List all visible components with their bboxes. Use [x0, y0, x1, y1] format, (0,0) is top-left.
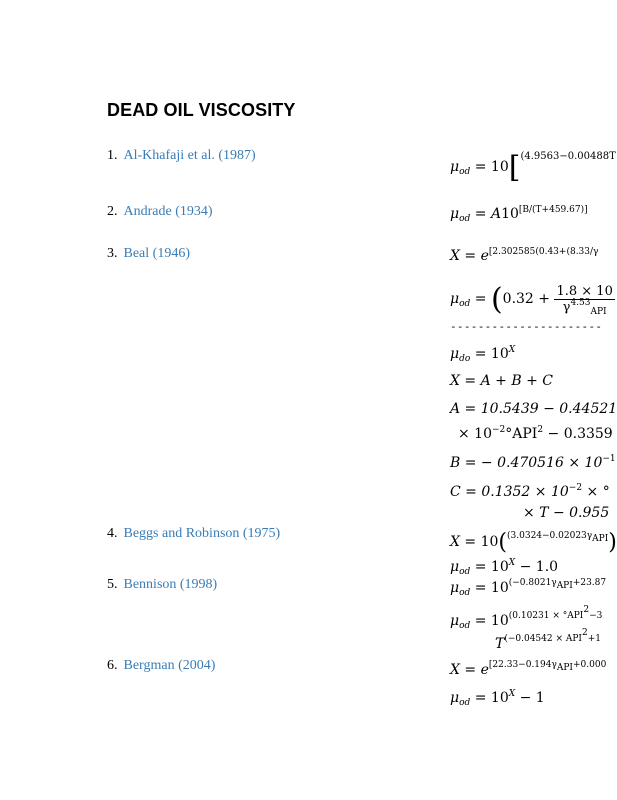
reference-link-al-khafaji[interactable]: Al-Khafaji et al. (1987)	[123, 148, 256, 163]
equation-bennison-2: $\mu_{od} = 10^{(0.10231 \times ^\circ API^2-3}$	[450, 605, 603, 631]
equation-andrade: $\mu_{od} = A10[B/(T+459.67)]$	[450, 205, 588, 224]
equation-bennison-3: $T^{(-0.04542 \times API^2+1}$	[495, 628, 602, 652]
reference-number: 2.	[107, 204, 118, 219]
reference-link-bennison[interactable]: Bennison (1998)	[123, 577, 218, 592]
exponent: [2.302585(0.43+(8.33/γ	[488, 247, 599, 257]
equation-mu-do: $\mu_{do} = 10^X$	[450, 345, 516, 364]
reference-number: 3.	[107, 246, 118, 261]
reference-number: 1.	[107, 148, 118, 163]
numerator: 1.8 × 10	[556, 283, 613, 299]
equation-a: A = 10.5439 − 0.44521	[450, 401, 617, 417]
section-heading: DEAD OIL VISCOSITY	[107, 100, 296, 120]
constant: 0.32 +	[502, 291, 551, 307]
equation-bergman-mu: $\mu_{od} = 10^X - 1$	[450, 689, 545, 708]
reference-item	[107, 148, 256, 164]
exponent: (4.9563−0.00488T	[520, 151, 616, 162]
equation-bergman-x: $X = e^{[22.33-0.194\gamma_{API}+0.000}$	[450, 660, 607, 678]
equation-c-cont: × T − 0.955	[523, 505, 610, 521]
reference-item	[107, 577, 217, 593]
reference-link-bergman[interactable]: Bergman (2004)	[123, 658, 216, 673]
reference-link-beal[interactable]: Beal (1946)	[123, 246, 190, 261]
reference-number: 6.	[107, 658, 118, 673]
denominator: $\gamma^{4.53}_{API}$	[562, 297, 607, 317]
equation-al-khafaji: $\mu_{od} = 10[^{(4.9563-0.00488T}$	[450, 150, 616, 185]
equation-x-sum: X = A + B + C	[450, 373, 553, 389]
reference-item	[107, 204, 213, 220]
reference-item	[107, 526, 280, 542]
separator-line: ----------------------	[450, 320, 603, 333]
reference-number: 5.	[107, 577, 118, 592]
base: e	[480, 248, 489, 264]
equation-a-cont: × $10^{-2}^\circ API^2 - 0.3359$	[458, 425, 613, 442]
equation-b: B = − $0.470516 \times 10^{-1}$	[450, 454, 616, 471]
equation-beal-mu: $\mu_{od} = (0.32$ + $\frac{1.8 \times 10}{\gamma^{4.53}_{API}}$	[450, 282, 613, 317]
reference-link-beggs-robinson[interactable]: Beggs and Robinson (1975)	[123, 526, 281, 541]
reference-item	[107, 246, 190, 262]
base: 10	[501, 206, 519, 222]
equation-bennison-1: $\mu_{od} = 10^{(-0.8021\gamma_{API}+23.87}$	[450, 578, 607, 598]
equation-beal-x: $X = e^{[2.302585(0.43+(8.33/\gamma}$	[450, 247, 599, 264]
reference-number: 4.	[107, 526, 118, 541]
fraction	[554, 284, 614, 315]
equation-beggs-x: X = 10($^{(3.0324-0.02023\gamma_{API}}$)	[450, 530, 617, 555]
reference-link-andrade[interactable]: Andrade (1934)	[123, 204, 213, 219]
reference-item	[107, 658, 215, 674]
exponent: [B/(T+459.67)]	[518, 205, 588, 215]
equation-c: $C = 0.1352 \times 10^{-2}$ × °	[450, 483, 610, 500]
equation-beggs-mu: $\mu_{od} = 10^X - 1.0$	[450, 558, 559, 577]
